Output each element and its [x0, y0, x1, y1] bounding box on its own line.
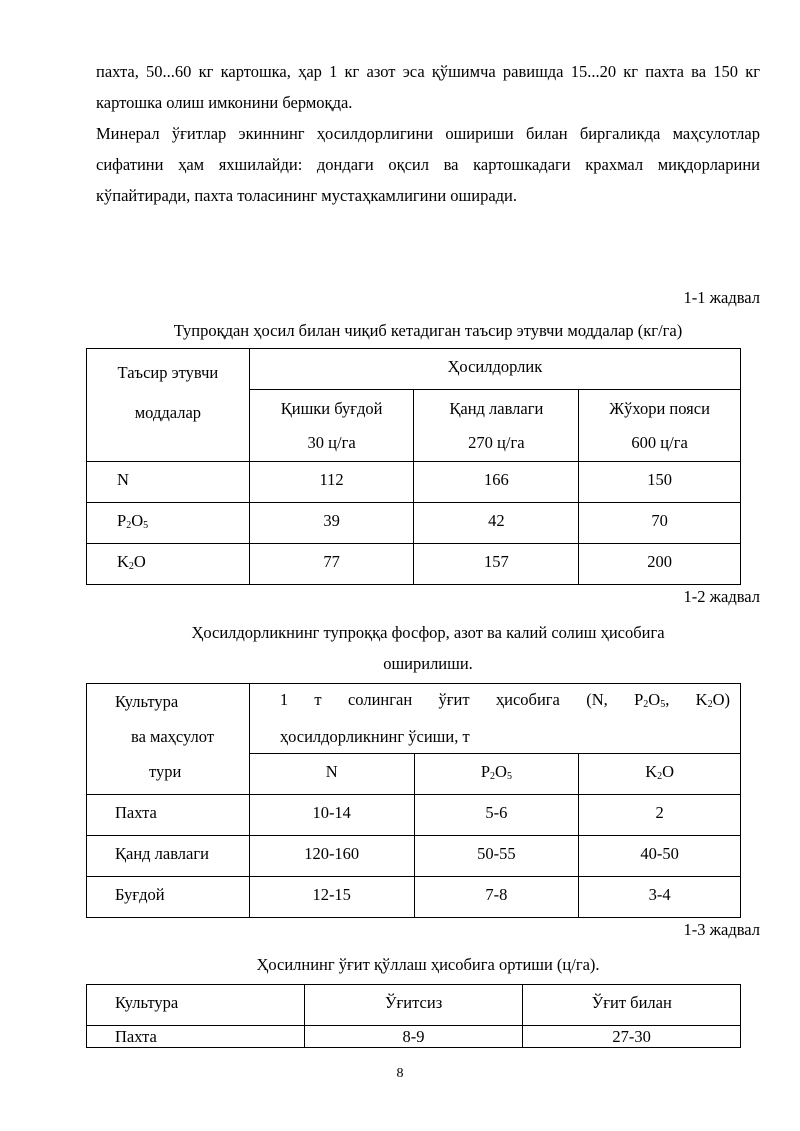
table2-col-K2O: $K_2O$: [579, 754, 741, 795]
table-cell: 166: [414, 462, 579, 503]
table-cell: 77: [249, 544, 414, 585]
table1-row-label: $P_2O_5$: [87, 503, 250, 544]
table-cell: 50-55: [414, 836, 579, 877]
table-row: [87, 503, 741, 544]
table-cell: 7-8: [414, 877, 579, 918]
table1-col-3: Жўхори пояси 600 ц/га: [579, 390, 741, 462]
intro-paragraph-2: Минерал ўғитлар экиннинг ҳосилдорлигини ошириши билан биргаликда маҳсулотлар сифатини ҳам яхшилайди: дондаги оқсил ва картошкадаги крахмал миқдорларини кўпайтиради, пахта толасининг мустаҳкамлигини оширади.: [96, 124, 760, 205]
table1-header-yield: Ҳосилдорлик: [249, 349, 740, 390]
table1-row-label: N: [87, 462, 250, 503]
table1-number: 1-1 жадвал: [683, 288, 760, 307]
table-cell: 42: [414, 503, 579, 544]
table2-header-crop-line3: тури: [149, 762, 182, 781]
table1-title: Тупроқдан ҳосил билан чиқиб кетадиган таъсир этувчи моддалар (кг/га): [173, 321, 683, 340]
table1-header-substance-line2: моддалар: [134, 403, 202, 422]
table-cell: 8-9: [304, 1026, 523, 1048]
table-cell: 3-4: [579, 877, 741, 918]
table2-header-crop-line1: Культура: [115, 692, 179, 711]
table2-col-N: N: [249, 754, 414, 795]
table-cell: 200: [579, 544, 741, 585]
table3: [86, 984, 741, 1048]
table-cell: 70: [579, 503, 741, 544]
table-cell: 39: [249, 503, 414, 544]
table-cell: 10-14: [249, 795, 414, 836]
table2-title-line1: Ҳосилдорликнинг тупроққа фосфор, азот ва калий солиш ҳисобига: [191, 623, 665, 642]
page-number: 8: [396, 1066, 404, 1081]
table2-header-crop: [87, 684, 250, 795]
intro-paragraph-1: пахта, 50...60 кг картошка, ҳар 1 кг азот эса қўшимча равишда 15...20 кг пахта ва 150 кг картошка олиш имконини бермоқда.: [96, 62, 760, 112]
table2-header-group: 1 т солинган ўғит ҳисобига (N, $P_2O_5$, $K_2O$) ҳосилдорликнинг ўсиши, т: [249, 684, 740, 754]
table2-row-label: Пахта: [87, 795, 250, 836]
table-cell: 157: [414, 544, 579, 585]
table1-header-substance-line1: Таъсир этувчи: [117, 363, 219, 382]
table-row: [87, 836, 741, 877]
table2: [86, 683, 741, 918]
table2-row-label: Қанд лавлаги: [87, 836, 250, 877]
table-row: [87, 1026, 741, 1048]
table-row: [87, 877, 741, 918]
table3-col-crop: Культура: [87, 985, 305, 1026]
table1-row-label: $K_2O$: [87, 544, 250, 585]
table-row: [87, 462, 741, 503]
table1: [86, 348, 741, 585]
table-cell: 12-15: [249, 877, 414, 918]
table2-number: 1-2 жадвал: [683, 587, 760, 606]
table2-title-line2: оширилиши.: [383, 654, 473, 673]
table1-col-1: Қишки буғдой 30 ц/га: [249, 390, 414, 462]
table-cell: 5-6: [414, 795, 579, 836]
table-cell: 120-160: [249, 836, 414, 877]
table-cell: 27-30: [523, 1026, 741, 1048]
table-cell: 112: [249, 462, 414, 503]
table-cell: 2: [579, 795, 741, 836]
table2-header-crop-line2: ва маҳсулот: [131, 727, 215, 746]
table2-col-P2O5: $P_2O_5$: [414, 754, 579, 795]
table3-title: Ҳосилнинг ўғит қўллаш ҳисобига ортиши (ц/га).: [256, 955, 600, 974]
table3-col-with-fertilizer: Ўғит билан: [523, 985, 741, 1026]
table3-number: 1-3 жадвал: [683, 920, 760, 939]
table-row: [87, 795, 741, 836]
table1-col-2: Қанд лавлаги 270 ц/га: [414, 390, 579, 462]
table1-header-substance: [87, 349, 250, 462]
table-row: [87, 544, 741, 585]
table2-row-label: Буғдой: [87, 877, 250, 918]
table3-row-label: Пахта: [87, 1026, 305, 1048]
table-cell: 40-50: [579, 836, 741, 877]
table3-col-without-fertilizer: Ўғитсиз: [304, 985, 523, 1026]
table-cell: 150: [579, 462, 741, 503]
